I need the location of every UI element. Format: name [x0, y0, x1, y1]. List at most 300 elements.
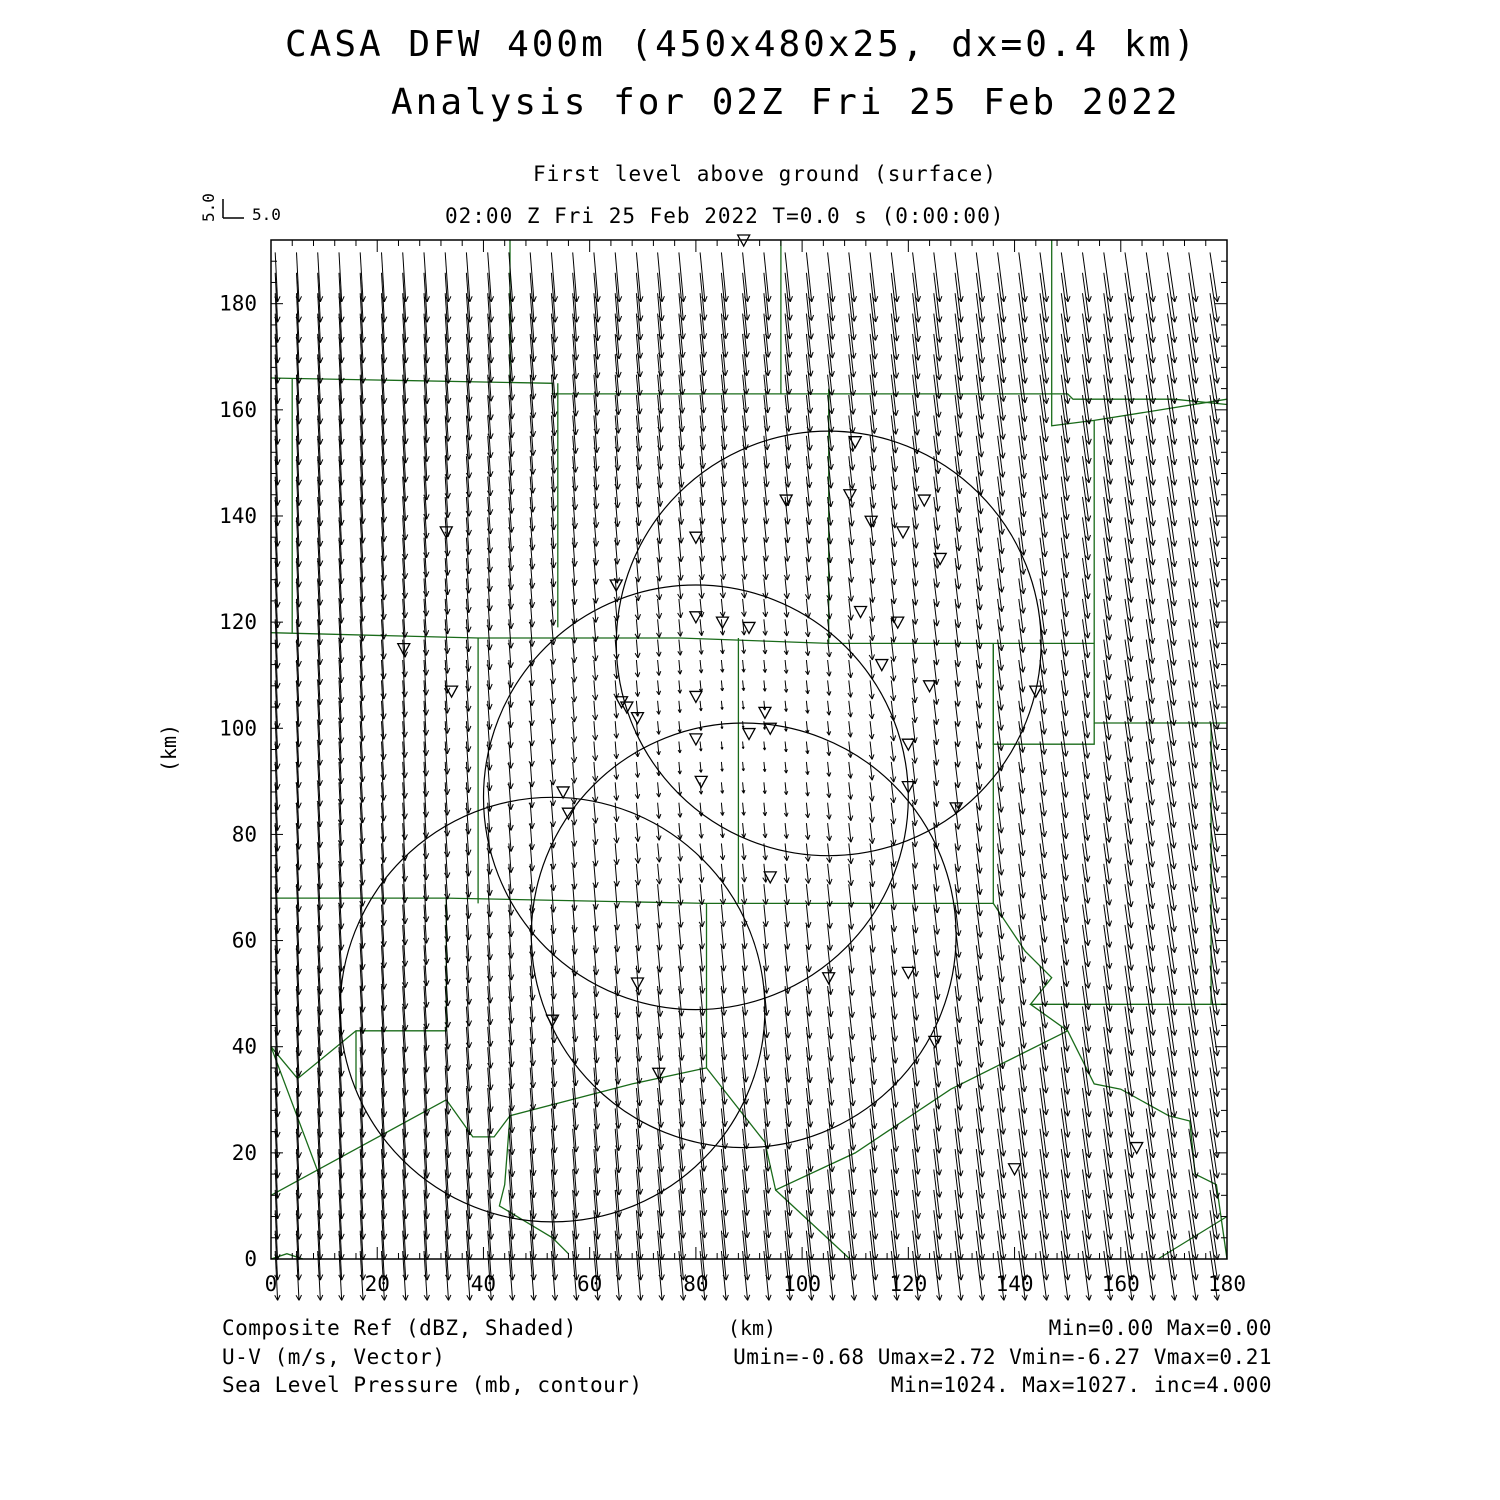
- wind-vector: [593, 721, 598, 740]
- wind-vector: [827, 742, 831, 756]
- wind-vector: [699, 823, 703, 838]
- wind-vector: [571, 701, 577, 722]
- wind-vector: [700, 701, 703, 711]
- station-marker: [743, 622, 755, 633]
- wind-vector: [763, 701, 766, 710]
- wind-vector: [466, 252, 472, 301]
- wind-vector: [424, 945, 430, 986]
- wind-vector: [763, 823, 767, 838]
- wind-vector: [614, 905, 619, 931]
- wind-vector: [806, 905, 811, 928]
- chart-title-line1: CASA DFW 400m (450x480x25, dx=0.4 km): [285, 24, 1198, 65]
- wind-vector: [784, 680, 787, 692]
- wind-vector: [445, 966, 451, 1006]
- wind-vector: [571, 660, 577, 682]
- wind-vector: [573, 252, 579, 301]
- wind-vector: [614, 864, 620, 887]
- wind-vector: [828, 1231, 836, 1280]
- wind-vector: [806, 660, 810, 675]
- wind-vector: [635, 762, 639, 778]
- wind-vector: [806, 680, 810, 694]
- wind-vector: [656, 619, 661, 637]
- wind-vector: [742, 680, 745, 690]
- wind-vector: [785, 742, 788, 752]
- wind-vector: [743, 1231, 750, 1280]
- wind-vector: [827, 680, 831, 695]
- wind-vector: [699, 680, 702, 692]
- wind-vector: [571, 762, 576, 783]
- x-tick-label: 60: [577, 1272, 603, 1296]
- wind-vector: [657, 905, 662, 929]
- wind-vector: [784, 803, 788, 817]
- chart-title-line2: Analysis for 02Z Fri 25 Feb 2022: [391, 82, 1181, 123]
- wind-vector: [890, 742, 895, 762]
- wind-vector: [890, 680, 895, 701]
- wind-vector: [785, 701, 788, 712]
- wind-vector: [424, 252, 430, 301]
- station-marker: [743, 729, 755, 740]
- footer-field1-stats: Min=0.00 Max=0.00: [1048, 1316, 1272, 1340]
- station-marker: [1131, 1143, 1143, 1154]
- wind-vector: [827, 782, 831, 797]
- wind-vector: [806, 782, 810, 796]
- level-label: First level above ground (surface): [533, 162, 997, 186]
- wind-vector: [635, 680, 639, 696]
- wind-vector: [742, 925, 747, 949]
- wind-vector: [912, 680, 917, 702]
- wind-vector: [678, 803, 682, 818]
- wind-vector: [741, 884, 746, 904]
- wind-vector: [848, 742, 852, 758]
- wind-vector: [657, 640, 662, 657]
- wind-vector: [635, 864, 640, 885]
- wind-vector: [933, 762, 938, 786]
- wind-vector: [678, 579, 683, 600]
- wind-vector: [763, 619, 767, 635]
- wind-vector: [1019, 273, 1028, 322]
- y-tick-label: 60: [231, 928, 257, 953]
- wind-vector: [679, 1129, 685, 1172]
- wind-vector: [593, 843, 598, 866]
- wind-vector: [869, 803, 874, 823]
- wind-vector: [763, 925, 768, 949]
- wind-vector: [848, 823, 853, 842]
- wind-vector: [721, 742, 723, 750]
- county-boundary: [1052, 240, 1227, 426]
- wind-vector: [913, 1129, 921, 1175]
- station-marker: [876, 660, 888, 671]
- wind-vector: [763, 742, 765, 751]
- wind-vector: [848, 599, 854, 620]
- x-tick-label: 120: [889, 1272, 928, 1296]
- wind-vector: [721, 701, 723, 710]
- wind-vector: [763, 905, 768, 927]
- wind-vector: [869, 742, 874, 760]
- wind-vector: [849, 273, 857, 322]
- wind-vector: [891, 660, 896, 681]
- ref-vector-u-label: 5.0: [252, 205, 281, 224]
- wind-vector: [699, 884, 704, 905]
- county-boundary: [1094, 420, 1227, 723]
- wind-vector: [934, 273, 942, 322]
- wind-vector: [933, 742, 938, 766]
- wind-vector: [827, 884, 832, 906]
- x-tick-label: 140: [995, 1272, 1034, 1296]
- wind-vector: [593, 864, 598, 888]
- wind-vector: [805, 823, 810, 840]
- wind-vector: [593, 619, 599, 641]
- wind-vector: [742, 945, 747, 971]
- wind-vector: [806, 803, 810, 818]
- wind-vector: [742, 558, 748, 579]
- wind-vector: [720, 558, 725, 580]
- y-axis-label: (km): [157, 723, 181, 773]
- wind-vector: [550, 742, 555, 765]
- wind-vector: [614, 721, 619, 738]
- wind-vector: [827, 843, 832, 862]
- wind-vector: [571, 680, 576, 702]
- wind-vector: [1125, 252, 1134, 301]
- wind-vector: [1040, 273, 1049, 322]
- wind-vector: [720, 579, 725, 599]
- wind-vector: [848, 884, 853, 907]
- wind-vector: [869, 721, 874, 739]
- wind-vector: [593, 884, 598, 909]
- wind-vector: [699, 558, 704, 580]
- station-marker: [918, 495, 930, 506]
- wind-vector: [593, 640, 599, 661]
- wind-vector: [848, 864, 853, 886]
- wind-vector: [1019, 252, 1028, 301]
- wind-vector: [571, 782, 576, 804]
- wind-vector: [891, 252, 899, 301]
- wind-vector: [700, 721, 703, 730]
- wind-vector: [848, 701, 852, 717]
- wind-vector: [700, 1129, 706, 1172]
- wind-vector: [763, 945, 768, 971]
- wind-vector: [1019, 1149, 1028, 1198]
- wind-vector: [699, 864, 704, 883]
- wind-vector: [720, 823, 724, 838]
- wind-vector: [806, 721, 809, 733]
- wind-vector: [891, 843, 896, 866]
- wind-vector: [699, 599, 704, 617]
- wind-vector: [635, 843, 640, 863]
- wind-vector: [678, 619, 683, 636]
- wind-vector: [550, 782, 555, 806]
- y-tick-label: 120: [219, 610, 257, 635]
- wind-vector: [678, 884, 683, 905]
- wind-vector: [848, 721, 852, 737]
- wind-vector: [890, 782, 895, 803]
- wind-vector: [742, 640, 746, 654]
- wind-vector: [933, 721, 938, 745]
- wind-vector: [869, 843, 874, 865]
- wind-vector: [615, 252, 622, 301]
- wind-vector: [699, 762, 702, 773]
- station-marker: [844, 490, 856, 501]
- wind-vector: [658, 273, 665, 321]
- wind-vector: [763, 680, 766, 691]
- wind-vector: [593, 660, 598, 681]
- county-boundary: [446, 903, 706, 1137]
- wind-vector: [656, 599, 661, 619]
- wind-vector: [699, 905, 704, 927]
- wind-vector: [699, 640, 703, 655]
- wind-vector: [1061, 273, 1070, 322]
- wind-vector: [827, 721, 831, 735]
- wind-vector: [360, 782, 365, 823]
- wind-vector: [869, 782, 874, 801]
- wind-vector: [805, 843, 810, 861]
- wind-vector: [657, 925, 663, 950]
- reference-vector: [199, 193, 281, 224]
- wind-vector: [678, 905, 683, 928]
- wind-vector: [614, 843, 619, 864]
- wind-vector: [805, 619, 810, 637]
- wind-vector: [828, 1149, 835, 1194]
- wind-vector: [571, 803, 576, 825]
- wind-vector: [848, 660, 853, 678]
- y-tick-label: 80: [231, 822, 257, 847]
- wind-vector: [870, 1149, 877, 1195]
- wind-vector: [976, 273, 984, 322]
- wind-vector: [784, 599, 789, 617]
- wind-vector: [785, 252, 792, 301]
- wind-vector: [593, 823, 598, 845]
- x-tick-label: 180: [1208, 1272, 1246, 1296]
- wind-vector: [890, 762, 895, 782]
- wind-vector: [976, 252, 984, 301]
- wind-vector: [763, 660, 766, 673]
- wind-vector: [848, 843, 854, 864]
- wind-vector: [720, 905, 725, 927]
- wind-vector: [1146, 252, 1155, 301]
- wind-vector: [551, 252, 557, 301]
- county-boundary: [271, 1047, 319, 1174]
- wind-vector: [763, 599, 768, 617]
- wind-vector: [678, 823, 682, 839]
- wind-vector: [593, 742, 598, 761]
- station-marker: [621, 702, 633, 713]
- wind-vector: [998, 273, 1006, 322]
- wind-vector: [869, 823, 875, 844]
- wind-vector: [849, 1210, 857, 1259]
- wind-vector: [806, 1149, 813, 1194]
- wind-vector: [742, 701, 744, 709]
- wind-vector: [763, 579, 768, 599]
- y-tick-label: 180: [219, 291, 257, 316]
- wind-vector: [913, 273, 921, 322]
- wind-vector: [720, 599, 725, 617]
- wind-vector: [614, 823, 619, 843]
- wind-vector: [848, 803, 853, 821]
- ref-vector-v-label: 5.0: [199, 193, 218, 222]
- x-tick-label: 0: [264, 1272, 278, 1296]
- footer-field2-stats: Umin=-0.68 Umax=2.72 Vmin=-6.27 Vmax=0.21: [733, 1345, 1272, 1369]
- wind-vector: [656, 843, 661, 862]
- wind-vector: [763, 782, 766, 793]
- wind-vector: [720, 884, 726, 904]
- wind-vector: [592, 680, 597, 700]
- wind-vector: [657, 803, 661, 819]
- wind-vector: [1168, 252, 1177, 301]
- x-tick-label: 160: [1101, 1272, 1140, 1296]
- wind-vector: [763, 762, 766, 772]
- wind-vector: [445, 252, 451, 301]
- y-tick-label: 20: [231, 1140, 257, 1165]
- wind-vector: [891, 1210, 899, 1259]
- wind-vector: [1104, 252, 1113, 301]
- wind-vector: [699, 925, 704, 949]
- wind-vector: [827, 579, 832, 601]
- wind-vector: [764, 273, 771, 320]
- wind-vector: [742, 843, 747, 860]
- wind-vector: [784, 782, 787, 794]
- wind-vector: [870, 273, 878, 322]
- wind-vector: [913, 252, 921, 301]
- wind-vector: [742, 599, 747, 617]
- station-marker: [557, 787, 569, 798]
- wind-vector: [955, 1190, 963, 1239]
- wind-vector: [550, 803, 555, 827]
- wind-vector: [763, 558, 769, 580]
- wind-vector: [636, 1129, 642, 1173]
- wind-vector: [721, 721, 723, 729]
- wind-vector: [976, 1170, 984, 1219]
- wind-vector: [827, 660, 831, 676]
- wind-vector: [656, 864, 661, 884]
- wind-vector: [848, 762, 852, 779]
- wind-vector: [658, 1129, 664, 1172]
- wind-vector: [530, 252, 536, 301]
- wind-vector: [849, 1149, 856, 1195]
- wind-vector: [571, 721, 577, 742]
- wind-vector: [785, 762, 788, 773]
- wind-vector: [869, 680, 874, 699]
- wind-vector: [933, 782, 938, 806]
- wind-vector: [785, 273, 792, 321]
- station-marker: [695, 776, 707, 787]
- y-tick-label: 160: [219, 397, 257, 422]
- wind-vector: [784, 619, 789, 636]
- wind-vector: [1189, 252, 1198, 301]
- wind-vector: [805, 864, 810, 884]
- wind-vector: [614, 742, 619, 759]
- wind-vector: [1040, 1129, 1049, 1178]
- wind-vector: [998, 1149, 1006, 1198]
- wind-vector: [679, 252, 686, 301]
- wind-vector: [849, 252, 857, 301]
- wind-vector: [912, 660, 917, 683]
- wind-vector: [721, 640, 725, 654]
- wind-vector: [848, 680, 853, 697]
- wind-vector: [1083, 252, 1092, 301]
- time-label: 02:00 Z Fri 25 Feb 2022 T=0.0 s (0:00:00): [445, 204, 1005, 228]
- wind-vector: [912, 762, 917, 784]
- wind-vector: [955, 273, 963, 322]
- wind-vector: [721, 680, 724, 691]
- x-tick-label: 100: [783, 1272, 822, 1296]
- y-tick-label: 140: [219, 503, 257, 528]
- wind-vector: [657, 701, 661, 715]
- wind-vector: [721, 803, 725, 816]
- wind-vector: [1210, 252, 1219, 301]
- wind-vector: [742, 721, 744, 728]
- wind-vector: [743, 1129, 750, 1171]
- wind-vector: [870, 252, 878, 301]
- wind-vector: [827, 701, 831, 715]
- wind-vector: [699, 619, 704, 635]
- wind-vector: [849, 1231, 857, 1280]
- wind-vector: [806, 273, 813, 321]
- wind-vector: [678, 701, 681, 713]
- wind-vector: [741, 579, 746, 599]
- wind-vector: [635, 823, 640, 842]
- wind-vector: [614, 884, 619, 908]
- station-marker: [690, 691, 702, 702]
- wind-vector: [912, 701, 917, 723]
- wind-vector: [699, 579, 705, 599]
- wind-vector: [913, 1210, 921, 1259]
- wind-vector: [764, 1231, 771, 1280]
- wind-vector: [806, 742, 809, 754]
- wind-vector: [635, 640, 640, 658]
- wind-vector: [721, 925, 726, 949]
- wind-vector: [679, 1149, 685, 1194]
- wind-vector: [381, 823, 387, 863]
- wind-vector: [721, 273, 728, 320]
- wind-vector: [827, 823, 832, 841]
- wind-vector: [593, 701, 598, 720]
- wind-vector: [635, 742, 639, 757]
- wind-vector: [678, 680, 682, 693]
- wind-vector: [721, 660, 724, 672]
- wind-vector: [998, 252, 1006, 301]
- wind-vector: [635, 660, 640, 677]
- station-marker: [1009, 1164, 1021, 1175]
- wind-vector: [869, 640, 874, 660]
- wind-vector: [912, 742, 918, 764]
- wind-vector: [593, 762, 598, 781]
- county-boundary: [271, 898, 993, 903]
- wind-vector: [742, 660, 745, 672]
- wind-vector: [721, 1149, 728, 1193]
- wind-vector: [785, 721, 788, 731]
- wind-vector: [891, 273, 899, 322]
- wind-vector: [869, 619, 874, 640]
- wind-vector: [572, 843, 577, 867]
- wind-vector: [700, 742, 703, 752]
- wind-vector: [763, 884, 768, 904]
- station-marker: [897, 527, 909, 538]
- wind-vector: [658, 1149, 664, 1194]
- wind-vector: [742, 823, 746, 838]
- wind-vector: [955, 252, 963, 301]
- footer-field2: U-V (m/s, Vector): [222, 1345, 446, 1369]
- wind-vector: [678, 599, 683, 618]
- wind-vector: [934, 1190, 942, 1239]
- wind-vector: [700, 252, 707, 301]
- wind-vector: [593, 803, 598, 824]
- wind-vector: [934, 252, 942, 301]
- y-tick-label: 40: [231, 1034, 257, 1059]
- wind-vector: [827, 925, 832, 951]
- wind-vector: [828, 252, 836, 301]
- wind-vector: [614, 803, 619, 822]
- wind-vector: [743, 252, 750, 301]
- wind-vector: [594, 252, 600, 301]
